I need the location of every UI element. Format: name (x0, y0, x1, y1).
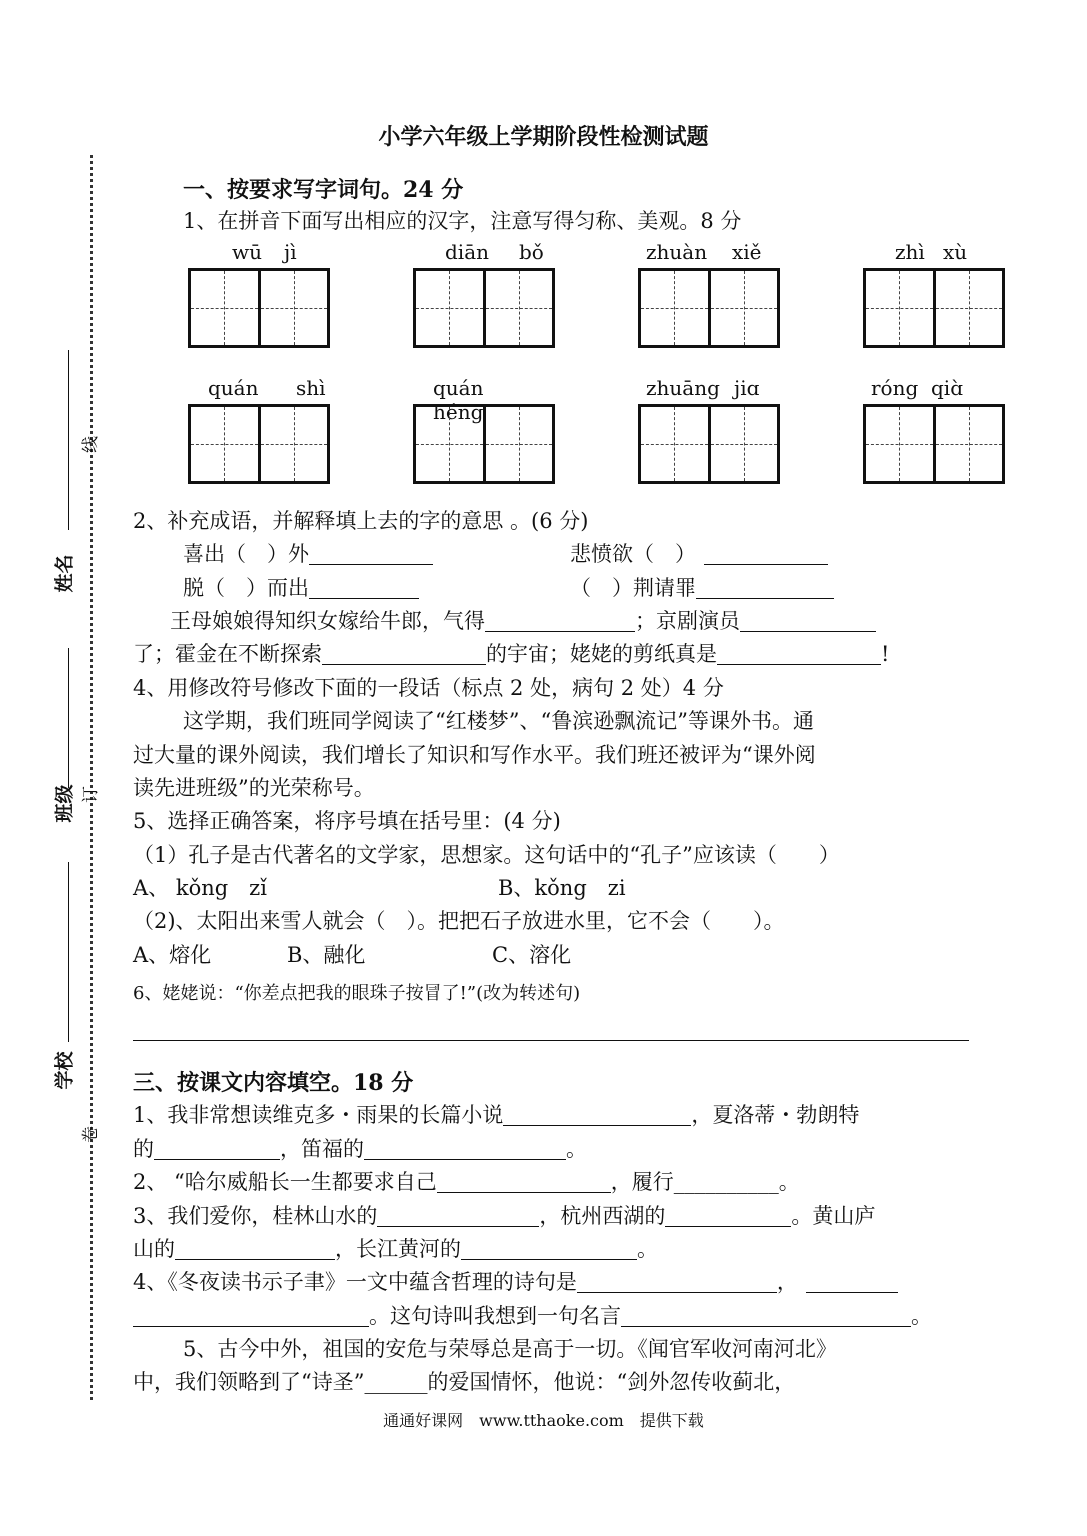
fill-text: 了；霍金在不断探索 (133, 642, 322, 666)
answer-blank[interactable] (364, 1135, 566, 1160)
fill-text: ! (881, 642, 890, 666)
fill-text: 。黄山庐 (791, 1204, 876, 1228)
fill-text: 王母娘娘得知织女嫁给牛郎，气得 (170, 609, 485, 633)
pinyin: zhì (895, 240, 925, 264)
class-label: 班级 (53, 784, 76, 823)
fill-text: 。 (566, 1137, 587, 1161)
q5-item2-option-c: C、溶化 (492, 943, 572, 967)
answer-blank[interactable] (806, 1268, 898, 1293)
school-blank-line (68, 862, 69, 1042)
answer-blank[interactable] (577, 1268, 777, 1293)
pinyin: diān (445, 240, 490, 264)
answer-blank[interactable] (665, 1202, 791, 1227)
idiom-row-2b (570, 572, 834, 604)
fill-text: 的宇宙；姥姥的剪纸真是 (486, 642, 717, 666)
pinyin: zhuāng (646, 376, 720, 400)
class-blank-line (68, 648, 69, 788)
pinyin: zhuàn (646, 240, 708, 264)
q5-item1-option-a: A、 kǒng zǐ (133, 876, 267, 900)
pinyin: qiɑ̀ (931, 376, 964, 400)
s3-line7 (133, 1300, 932, 1332)
answer-blank[interactable] (621, 1302, 911, 1327)
writing-grid[interactable] (188, 404, 330, 484)
s3-line6 (133, 1266, 898, 1298)
fill-text: ，笛福的 (280, 1137, 364, 1161)
q5-item2: （2)、太阳出来雪人就会（ ）。把把石子放进水里，它不会（ ）。 (133, 909, 785, 933)
idiom-row-1 (183, 538, 433, 570)
pinyin: quán héng (433, 376, 484, 424)
q4-para-line2: 过大量的课外阅读，我们增长了知识和写作水平。我们班还被评为“课外阅 (133, 743, 816, 767)
pinyin: róng (871, 376, 919, 400)
answer-blank[interactable] (437, 1168, 611, 1193)
answer-blank[interactable] (377, 1202, 539, 1227)
answer-blank[interactable] (704, 540, 828, 565)
binding-mark-line: 线 (81, 436, 101, 453)
s3-line5 (133, 1233, 658, 1265)
answer-blank[interactable]: ______ (364, 1370, 428, 1394)
answer-blank[interactable] (154, 1135, 280, 1160)
answer-blank[interactable] (461, 1235, 637, 1260)
answer-blank[interactable] (133, 1302, 369, 1327)
binding-mark-ding: 订 (81, 786, 101, 803)
pinyin: jì (284, 240, 297, 264)
answer-blank[interactable] (740, 607, 876, 632)
idiom-row-2 (183, 572, 419, 604)
q1-prompt: 1、在拼音下面写出相应的汉字，注意写得匀称、美观。8 分 (183, 209, 742, 233)
q4-prompt: 4、用修改符号修改下面的一段话（标点 2 处，病句 2 处）4 分 (133, 676, 724, 700)
answer-blank[interactable] (503, 1101, 691, 1126)
fill-text: ，长江黄河的 (335, 1237, 461, 1261)
footer-text: 通通好课网 www.tthaoke.com 提供下载 (383, 1411, 704, 1430)
fill-text: ，履行___ (610, 1170, 706, 1194)
idiom-2: 悲愤欲（ ） (570, 542, 696, 566)
fill-text: _______。 (705, 1170, 800, 1194)
fill-text: 2、 “哈尔威船长一生都要求自己 (133, 1170, 437, 1194)
binding-dotted-line (90, 155, 93, 1400)
answer-blank[interactable] (717, 640, 881, 665)
q5-item2-option-a: A、熔化 (133, 943, 212, 967)
pinyin: xù (943, 240, 968, 264)
name-blank-line (68, 350, 69, 530)
fill-text: 的 (133, 1137, 154, 1161)
writing-grid[interactable] (638, 404, 780, 484)
s3-line3 (133, 1166, 800, 1198)
s3-line1 (133, 1099, 859, 1131)
answer-blank[interactable] (309, 574, 419, 599)
fill-text: ，杭州西湖的 (539, 1204, 666, 1228)
pinyin: quán (208, 376, 259, 400)
fill-line-1 (170, 605, 876, 637)
fill-text: 1、我非常想读维克多・雨果的长篇小说 (133, 1103, 504, 1127)
fill-text: ， (776, 1270, 798, 1294)
fill-text: 的爱国情怀，他说：“剑外忽传收蓟北， (427, 1370, 796, 1394)
idiom-row-1b (570, 538, 828, 570)
fill-line-2 (133, 638, 889, 670)
binding-mark-juan: 卷 (81, 1126, 101, 1143)
q6-prompt: 6、姥姥说：“你差点把我的眼珠子按冒了!”(改为转述句) (133, 983, 581, 1004)
writing-grid[interactable] (188, 268, 330, 348)
fill-text: 中，我们领略到了“诗圣” (133, 1370, 365, 1394)
fill-text: 。 (911, 1304, 932, 1328)
fill-text: 4、《冬夜读书示子聿》一文中蕴含哲理的诗句是 (133, 1270, 577, 1294)
idiom-1: 喜出（ ）外 (183, 542, 309, 566)
q6-answer-line[interactable] (133, 1040, 969, 1041)
school-label: 学校 (53, 1051, 76, 1090)
name-label: 姓名 (53, 554, 76, 593)
pinyin: jiɑ (734, 376, 760, 400)
answer-blank[interactable] (322, 640, 486, 665)
q2-prompt: 2、补充成语，并解释填上去的字的意思 。(6 分) (133, 509, 589, 533)
writing-grid[interactable] (863, 404, 1005, 484)
idiom-3: 脱（ ）而出 (183, 576, 309, 600)
section1-heading: 一、按要求写字词句。24 分 (183, 177, 464, 203)
pinyin: shì (296, 376, 326, 400)
s3-line9 (133, 1366, 795, 1398)
section3-heading: 三、按课文内容填空。18 分 (133, 1070, 414, 1096)
s3-line2 (133, 1133, 587, 1165)
page-title: 小学六年级上学期阶段性检测试题 (378, 124, 709, 150)
fill-text: 3、我们爱你，桂林山水的 (133, 1204, 378, 1228)
q4-para-line1: 这学期，我们班同学阅读了“红楼梦”、“鲁滨逊飘流记”等课外书。通 (183, 709, 814, 733)
q4-para-line3: 读先进班级”的光荣称号。 (133, 776, 375, 800)
q5-item2-option-b: B、融化 (287, 943, 366, 967)
writing-grid[interactable] (863, 268, 1005, 348)
fill-text: 山的 (133, 1237, 175, 1261)
fill-text: ；京剧演员 (635, 609, 740, 633)
q5-item1: （1）孔子是古代著名的文学家，思想家。这句话中的“孔子”应该读（ ） (133, 843, 840, 867)
answer-blank[interactable] (309, 540, 433, 565)
fill-text: 。这句诗叫我想到一句名言 (369, 1304, 621, 1328)
answer-blank[interactable] (485, 607, 635, 632)
pinyin: bǒ (519, 240, 544, 264)
idiom-4: （ ）荆请罪 (570, 576, 696, 600)
writing-grid[interactable] (413, 404, 555, 484)
fill-text: 。 (637, 1237, 658, 1261)
writing-grid[interactable] (638, 268, 780, 348)
fill-text: ，夏洛蒂・勃朗特 (691, 1103, 860, 1127)
answer-blank[interactable] (175, 1235, 335, 1260)
s3-line8: 5、古今中外，祖国的安危与荣辱总是高于一切。《闻官军收河南河北》 (183, 1337, 837, 1361)
s3-line4 (133, 1200, 875, 1232)
writing-grid[interactable] (413, 268, 555, 348)
q5-item1-option-b: B、kǒng zi (498, 876, 626, 900)
pinyin: wū (232, 240, 262, 264)
answer-blank[interactable] (696, 574, 834, 599)
pinyin: xiě (732, 240, 762, 264)
q5-prompt: 5、选择正确答案，将序号填在括号里：(4 分) (133, 809, 561, 833)
